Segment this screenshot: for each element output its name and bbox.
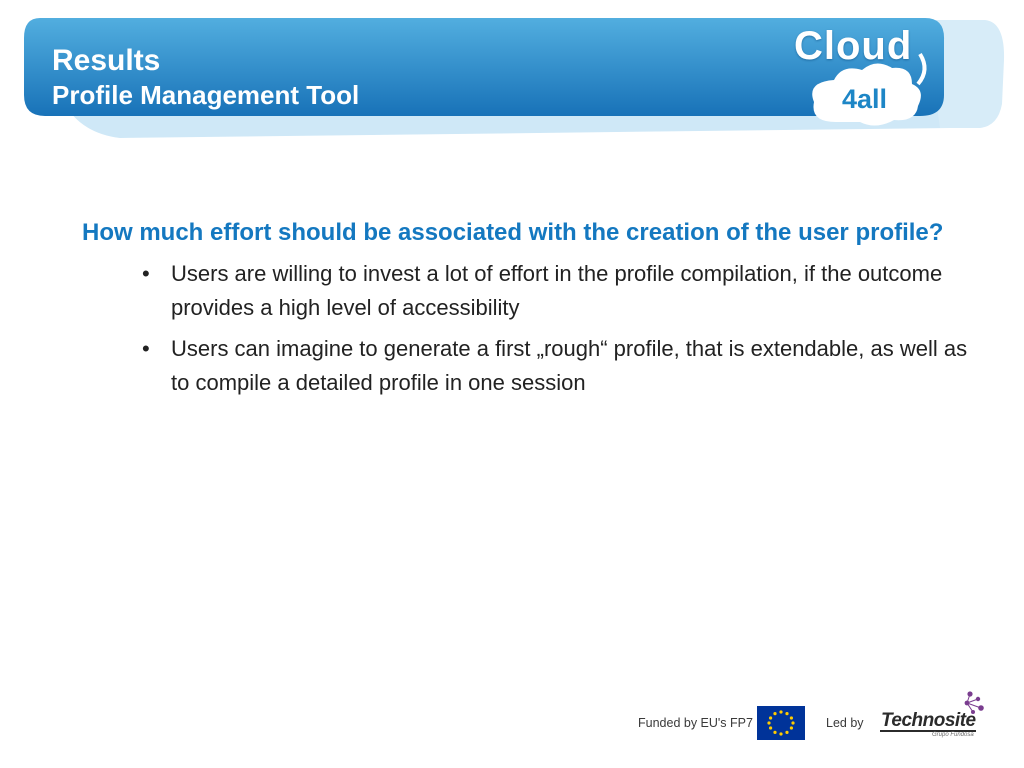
logo-4all-text: 4all bbox=[842, 84, 888, 114]
bullet-text: Users can imagine to generate a first „rough“ profile, that is extendable, as well as to compile a detailed profile in one session bbox=[171, 336, 968, 395]
eu-flag-shape bbox=[757, 706, 805, 740]
led-by-label: Led by bbox=[826, 716, 864, 730]
funded-by-label: Funded by EU's FP7 bbox=[638, 716, 753, 730]
eu-flag-icon bbox=[757, 706, 805, 740]
logo-cloud-text: Cloud bbox=[794, 24, 913, 68]
cloud4all-logo-icon bbox=[780, 18, 940, 130]
footer bbox=[0, 690, 1024, 750]
partner-subtitle: Grupo Fundosa bbox=[932, 732, 974, 738]
bullet-text: Users are willing to invest a lot of effort in the profile compilation, if the outcome provides a high level of accessibility bbox=[171, 261, 943, 320]
bullet-item bbox=[142, 332, 972, 400]
bullet-dot-icon: • bbox=[142, 336, 150, 361]
question-heading: How much effort should be associated with the creation of the user profile? bbox=[82, 219, 944, 246]
page-subtitle: Profile Management Tool bbox=[52, 80, 360, 110]
technosite-logo-icon bbox=[878, 690, 988, 740]
slide-content bbox=[82, 214, 972, 407]
bullet-list bbox=[82, 257, 972, 400]
header-banner bbox=[0, 0, 1024, 150]
bullet-item bbox=[142, 257, 972, 325]
bullet-dot-icon: • bbox=[142, 261, 150, 286]
partner-name: Technosite bbox=[881, 710, 976, 731]
page-title: Results bbox=[52, 44, 161, 77]
